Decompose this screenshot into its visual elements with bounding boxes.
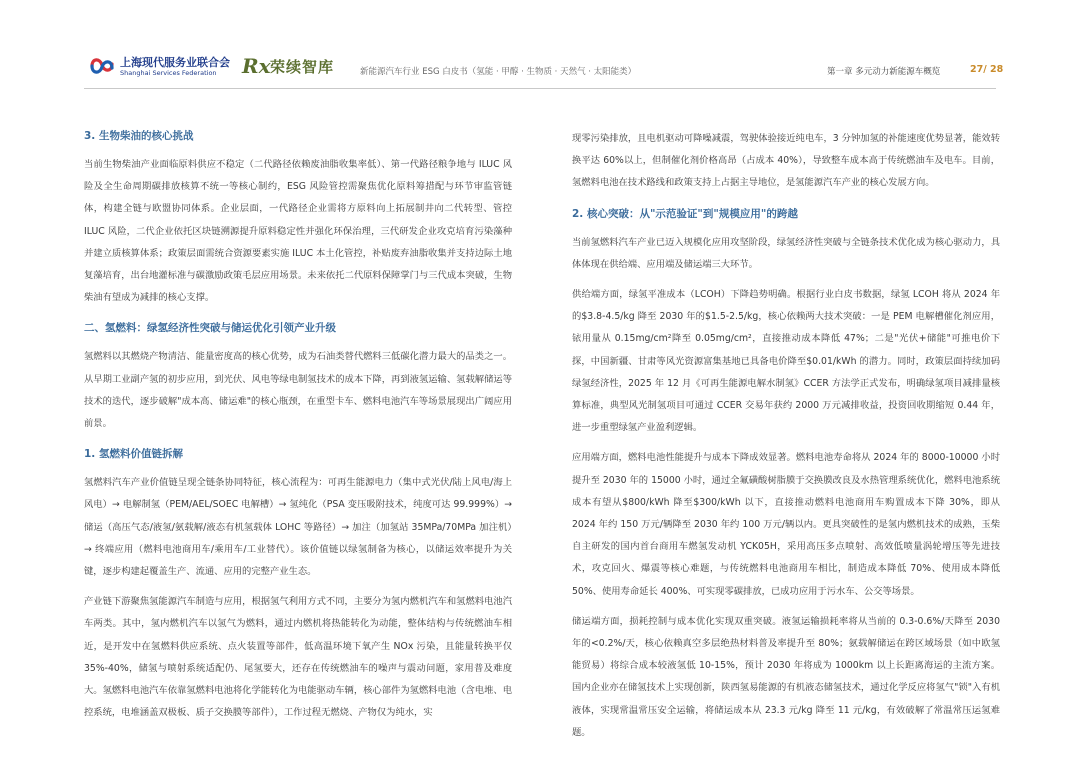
paragraph: 供给端方面，绿氢平准成本（LCOH）下降趋势明确。根据行业白皮书数据，绿氢 LCOH 将从 2024 年的$3.8-4.5/kg 降至 2030 年的$1.5-2.5/kg，核心依赖两大技术突破：一是 PEM 电解槽催化剂应用，铱用量从 0.15mg/cm²降至 0.05mg/cm²，直接推动成本降低 47%；二是"光伏+储能"可推电价下探，中国新疆、甘肃等风光资源富集基地已具备电价降至$0.01/kWh 的潜力。同时，政策层面持续加码绿氢经济性，2025 年 12 月《可再生能源电解水制氢》CCER 方法学正式发布，明确绿氢项目减排量核算标准，典型风光制氢项目可通过 CCER 交易年获约 2000 万元减排收益，投资回收期缩短 0.44 年，进一步重塑绿氢产业盈利逻辑。 [572, 289, 1000, 434]
paragraph: 氢燃料汽车产业价值链呈现全链条协同特征，核心流程为：可再生能源电力（集中式光伏/陆上风电/海上风电）→ 电解制氢（PEM/AEL/SOEC 电解槽）→ 氢纯化（PSA 变压吸附技术，纯度可达 99.999%）→ 储运（高压气态/液氢/氨载解/液态有机氢载体 LOHC 等路径）→ 加注（加氢站 35MPa/70MPa 加注机）→ 终端应用（燃料电池商用车/乘用车/工业替代）。该价值链以绿氢制备为核心，以储运效率提升为关键，逐步构建起覆盖生产、流通、应用的完整产业生态。 [84, 477, 512, 578]
org-name-en: Shanghai Services Federation [120, 69, 217, 77]
header-divider [84, 88, 996, 89]
paragraph: 当前氢燃料汽车产业已迈入规模化应用攻坚阶段，绿氢经济性突破与全链条技术优化成为核心驱动力，具体体现在供给端、应用端及储运端三大环节。 [572, 236, 1000, 270]
paragraph: 产业链下游聚焦氢能源汽车制造与应用，根据氢气利用方式不同，主要分为氢内燃机汽车和氢燃料电池汽车两类。其中，氢内燃机汽车以氢气为燃料，通过内燃机将热能转化为动能，整体结构与传统燃油车相近，是开发中在氢燃料供应系统、点火装置等部件，低高温环境下氧产生 NOx 污染，且能量转换平仅 35%-40%，储氢与喷射系统适配仍、尾氢要大，还存在传统燃油车的噪声与震动问题，家用普及难度大。氢燃料电池汽车依靠氢燃料电池将化学能转化为电能驱动车辆，核心部件为氢燃料电池（含电堆、电控系统，电堆涵盖双极板、质子交换膜等部件），工作过程无燃烧、产物仅为纯水，实 [84, 596, 512, 719]
page-header [0, 0, 1080, 110]
section-heading: 二、氢燃料：绿氢经济性突破与储运优化引领产业升级 [84, 322, 336, 335]
federation-logo-icon [88, 52, 116, 78]
brand-name: 荣续智库 [270, 58, 335, 76]
paragraph: 氢燃料以其燃烧产物清洁、能量密度高的核心优势，成为石油类替代燃料三低碳化潜力最大的品类之一。从早期工业副产氢的初步应用，到光伏、风电等绿电制氢技术的成本下降，再到液氢运输、氢载解储运等技术的迭代，逐步破解"成本高、储运难"的核心瓶颈，在重型卡车、燃料电池汽车等场景展现出广阔应用前景。 [84, 351, 512, 430]
right-column [572, 128, 1000, 744]
paragraph: 应用端方面，燃料电池性能提升与成本下降成效显著。燃料电池寿命将从 2024 年的 8000-10000 小时提升至 2030 年的 15000 小时，通过全氟磺酸树脂膜于交换膜改良及水热管理系统优化，燃料电池系统成本有望从$800/kWh 降至$300/kWh 以下，直接推动燃料电池商用车购置成本下降 30%，即从 2024 年约 150 万元/辆降至 2030 年约 100 万元/辆以内。更具突破性的是氢内燃机技术的成熟，玉柴自主研发的国内首台商用车燃氢发动机 YCK05H，采用高压多点喷射、高效低喷量涡轮增压等先进技术，攻克回火、爆震等核心难题，与传统燃料电池商用车相比，制造成本降低 70%、使用成本降低 50%、使用寿命延长 400%、可实现零碳排放，已成功应用于污水车、公交等场景。 [572, 452, 1000, 597]
chapter-title: 第一章 多元动力新能源车概览 [827, 67, 941, 77]
rx-brand-logo-icon: Rx [242, 54, 271, 78]
section-heading: 1. 氢燃料价值链拆解 [84, 448, 183, 461]
left-column [84, 128, 512, 724]
section-heading: 3. 生物柴油的核心挑战 [84, 130, 194, 142]
org-name: 上海现代服务业联合会 [120, 56, 230, 69]
paragraph: 储运端方面，损耗控制与成本优化实现双重突破。液氢运输损耗率将从当前的 0.3-0.6%/天降至 2030 年的<0.2%/天，核心依赖真空多层绝热材料普及率提升至 80%；氨载解储运在跨区域场景（如中欧氢能贸易）将综合成本较液氢低 10-15%，预计 2030 年将成为 1000km 以上长距离海运的主流方案。国内企业亦在储氢技术上实现创新，陕西氢易能源的有机液态储氢技术，通过化学反应将氢气"锁"入有机液体，实现常温常压安全运输，将储运成本从 23.3 元/kg 降至 11 元/kg，有效破解了常温常压运氢难题。 [572, 615, 1000, 738]
document-title: 新能源汽车行业 ESG 白皮书（氢能 · 甲醇 · 生物质 · 天然气 · 太阳能类） [360, 67, 637, 77]
paragraph: 当前生物柴油产业面临原料供应不稳定（二代路径依赖废油脂收集率低）、第一代路径粮争地与 ILUC 风险及全生命周期碳排放核算不统一等核心制约，ESG 风险管控需聚焦优化原料筹措配与环节审监管链体，构建全链与欧盟协同体系。企业层面，一代路径企业需将方原料向上拓展制井向二代转型、管控 ILUC 风险，二代企业依托区块链溯源提升原料稳定性并强化环保治理，三代研发企业攻克培育污染藻种并建立质核算体系；政策层面需统合资源要素实施 ILUC 本土化管控，补贴废弃油脂收集并支持边际土地复藻培育，出台地灌标准与碳激励政策毛层应用场景。未来依托二代原料保障掌门与三代成本突破，生物柴油有望成为减排的核心支撑。 [84, 159, 512, 304]
page-number: 27/ 28 [970, 64, 1004, 75]
paragraph: 现零污染排放，且电机驱动可降噪减震，驾驶体验接近纯电车，3 分钟加氢的补能速度优势显著，能效转换平达 60%以上，但制催化剂价格高昂（占成本 40%），导致整车成本高于传统燃油车及电车。目前，氢燃料电池在技术路线和政策支持上占据主导地位，是氢能源汽车产业的核心发展方向。 [572, 133, 1000, 189]
section-heading: 2. 核心突破：从"示范验证"到"规模应用"的跨越 [572, 207, 798, 220]
